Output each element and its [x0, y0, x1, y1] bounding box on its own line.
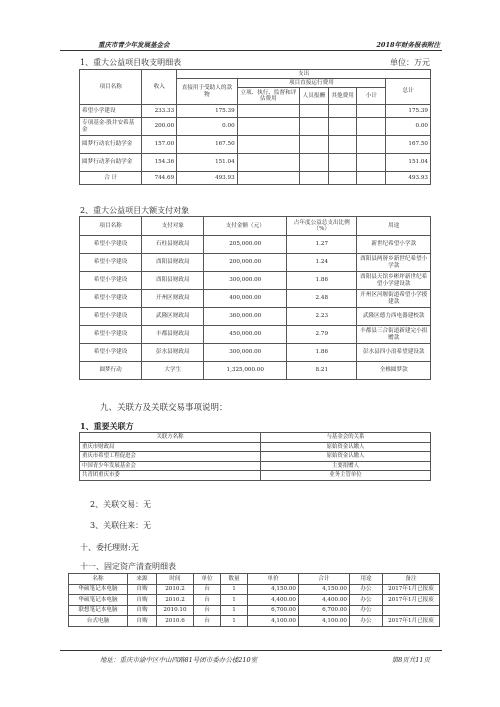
large-payments-table	[79, 216, 431, 380]
col-party-name: 关联方名称	[80, 433, 261, 443]
col-amount: 支付金额（元）	[204, 217, 287, 236]
col-unit: 单位	[194, 574, 221, 585]
table-row: 希望小学建设 酉阳县财政局 200,000.00 1.24 酉阳县两罾乡新世纪希望小学款	[80, 254, 431, 272]
col-qty: 数量	[221, 574, 248, 585]
header-rule	[60, 50, 442, 51]
section1-unit: 单位：万元	[390, 58, 430, 67]
col-op2: 人员报酬	[300, 88, 329, 105]
footer-rule	[60, 650, 442, 651]
col-direct: 直接用于受助人的款物	[177, 79, 238, 105]
section9-sub3: 3、关联往来：无	[90, 521, 152, 530]
col-name: 名称	[69, 574, 128, 585]
table-row: 台式电脑 自购 2010.6 台 1 4,100.00 4,100.00 办公 2017年1月已报废	[69, 616, 440, 627]
col-project: 项目名称	[80, 70, 142, 105]
table-row: 希望小学建设 酉阳县财政局 300,000.00 1.86 酉阳县天馆乡彬坪新世纪希望小学建设款	[80, 272, 431, 290]
col-date: 时间	[157, 574, 194, 585]
footer-page-number: 第8页共11页	[391, 656, 430, 664]
col-source: 来源	[128, 574, 157, 585]
related-parties-table	[79, 432, 431, 481]
col-expense: 支出	[177, 70, 431, 79]
table-row: 希望小学建设 丰都县财政局 450,000.00 2.79 丰都县三合街道新建完小捐赠款	[80, 326, 431, 344]
table-total-row: 合 计 744.69 493.93 493.93	[80, 172, 431, 185]
col-payee: 支付对象	[142, 217, 204, 236]
col-income: 收入	[142, 70, 177, 105]
col-usage: 用途	[350, 574, 383, 585]
col-price: 单价	[248, 574, 299, 585]
section9-sub1: 1、重要关联方	[80, 421, 134, 431]
col-sum: 合计	[299, 574, 350, 585]
table-row: 圆梦行动 大学生 1,325,000.00 8.21 全椎圆梦款	[80, 362, 431, 380]
col-project: 项目名称	[80, 217, 142, 236]
footer-address: 地址：重庆市渝中区中山四路81号团市委办公楼210室	[100, 656, 258, 664]
table-row: 华硕笔记本电脑 自购 2010.2 台 1 4,400.00 4,400.00 办公 2017年1月已报废	[69, 595, 440, 606]
table-row: 重庆市财政局 原始资金认缴人	[80, 442, 431, 452]
table-row: 希望小学建设 233.33 175.39 175.39	[80, 105, 431, 118]
col-total: 总计	[386, 79, 431, 105]
section10-title: 十、委托理财:无	[80, 543, 139, 552]
table-row: 华硕笔记本电脑 自购 2010.2 台 1 4,150.00 4,150.00 办公 2017年1月已报废	[69, 584, 440, 595]
col-note: 备注	[383, 574, 440, 585]
section1-title: 1、重大公益项目收支明细表	[80, 58, 182, 67]
section2-title: 2、重大公益项目大额支付对象	[80, 206, 190, 215]
table-row: 圆梦行动农行助学金 157.00 167.50 167.50	[80, 136, 431, 154]
fixed-assets-table	[68, 573, 440, 627]
col-subtotal: 小计	[357, 88, 386, 105]
col-operating: 项目直接运行费用	[237, 79, 386, 88]
table-row: 圆梦行动茅台助学金 154.36 151.04 151.04	[80, 154, 431, 172]
header-org-name: 重庆市青少年发展基金会	[98, 41, 170, 49]
section9-title: 九、关联方及关联交易事项说明：	[100, 403, 228, 413]
col-op1: 立项、执行、监督和评估费用	[237, 88, 299, 105]
col-op3: 其他费用	[328, 88, 357, 105]
table-row: 联想笔记本电脑 自购 2010.10 台 1 6,700.00 6,700.00 办公	[69, 605, 440, 616]
table-row: 希望小学建设 武隆区财政局 360,000.00 2.23 武隆区德力西电器建校款	[80, 308, 431, 326]
table-row: 共青团重庆市委 业务主管单位	[80, 471, 431, 481]
section11-title: 十一、固定资产清查明细表	[80, 562, 176, 571]
table-row: 希望小学建设 石柱县财政局 205,000.00 1.27 新世纪希望小学款	[80, 236, 431, 254]
col-relation: 与基金会的关系	[261, 433, 431, 443]
header-report-title: 2018年财务报表附注	[376, 41, 440, 49]
table-row: 重庆市希望工程促进会 原始资金认缴人	[80, 452, 431, 462]
table-row: 希望小学建设 开州区财政局 400,000.00 2.48 开州区河堰街道希望小学援建款	[80, 290, 431, 308]
section9-sub2: 2、关联交易：无	[90, 500, 152, 509]
col-ratio: 占年度公益总支出比例（%）	[287, 217, 357, 236]
col-purpose: 用途	[357, 217, 431, 236]
income-expense-table	[79, 69, 431, 185]
table-row: 中国青少年发展基金会 主要捐赠人	[80, 461, 431, 471]
table-row: 专项基金-股井安希基金 200.00 0.00 0.00	[80, 118, 431, 136]
table-row: 希望小学建设 彭水县财政局 300,000.00 1.86 彭水县四小浪希望建设款	[80, 344, 431, 362]
